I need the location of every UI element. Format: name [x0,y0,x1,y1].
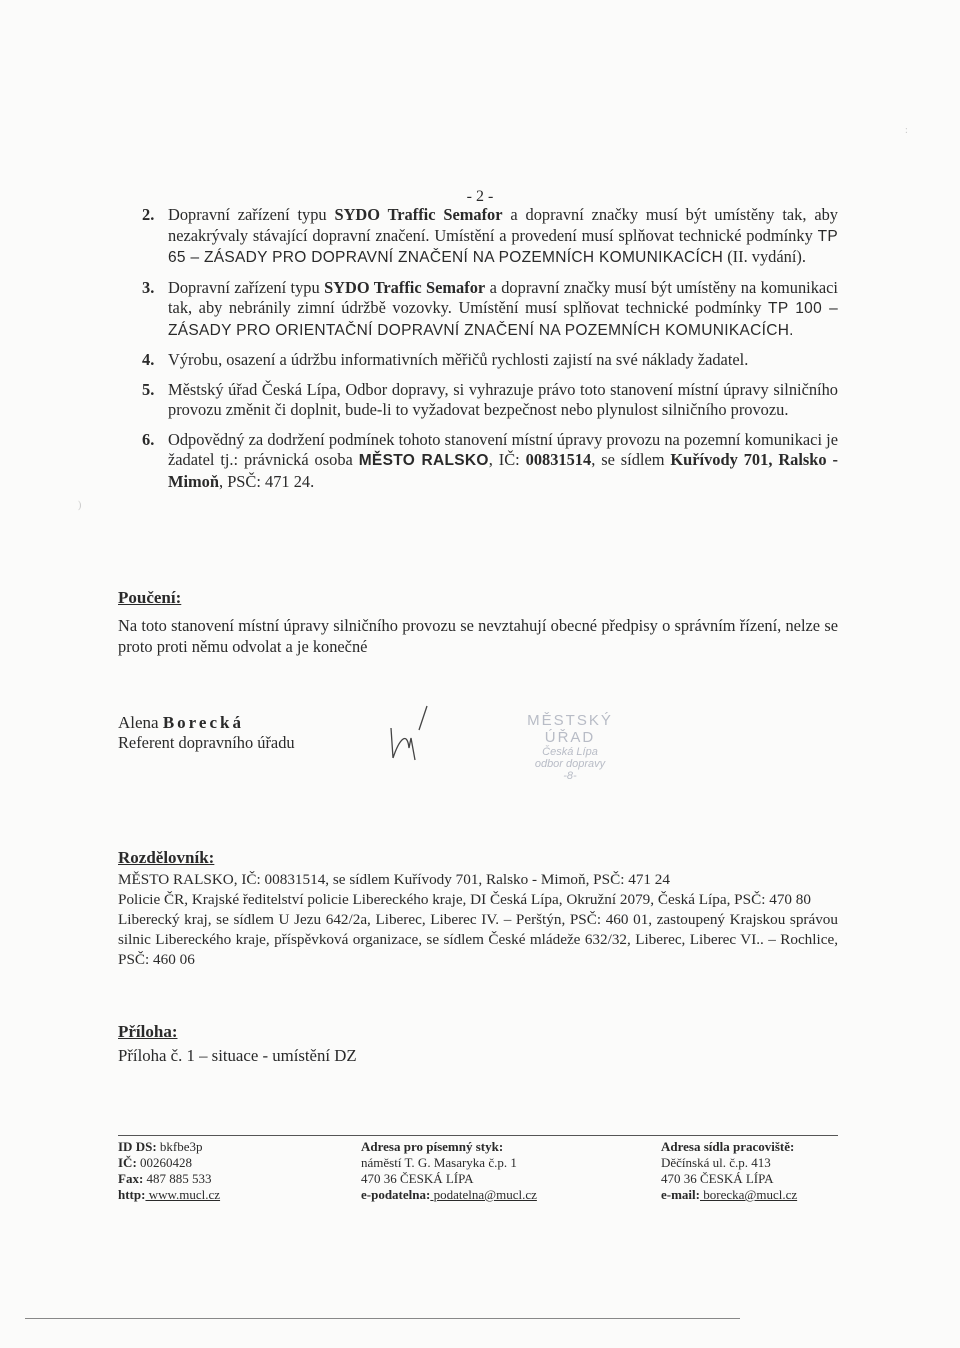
condition-number: 4. [142,350,155,369]
condition-text: TP 65 – ZÁSADY PRO DOPRAVNÍ ZNAČENÍ NA POZEMNÍCH KOMUNIKACÍCH [168,227,838,266]
stamp-line-2: Česká Lípa [542,746,598,758]
footer-label: e-podatelna: [361,1187,431,1202]
footer-label: Fax: [118,1171,144,1186]
footer-line [661,1155,797,1171]
condition-text: MĚSTO RALSKO [358,452,489,469]
footer-value: 00260428 [136,1155,193,1170]
scan-mark: : [905,125,908,136]
condition-number: 3. [142,277,155,297]
distribution-line: Liberecký kraj, se sídlem U Jezu 642/2a, Liberec, Liberec IV. – Perštýn, PSČ: 460 01, zastoupený Krajskou správou silnic Libereckého kraje, příspěvková organizace, se sídlem České mládeže 632/32, Liberec, Liberec VI.. – Rochlice, PSČ: 460 06 [118,911,838,968]
footer-value: náměstí T. G. Masaryka č.p. 1 [361,1155,517,1170]
footer-divider [118,1135,838,1136]
footer-value: 487 885 533 [143,1171,212,1186]
stamp-line-4: -8- [563,770,577,782]
condition-text: Kuřívody 701, Ralsko - Mimoň [168,450,839,491]
footer-value: Děčínská ul. č.p. 413 [661,1155,771,1170]
conditions-list [118,205,838,501]
condition-text: Dopravní zařízení typu [168,205,335,224]
condition-text: 00831514 [525,450,592,469]
rozdelovnik-heading: Rozdělovník: [118,848,215,867]
condition-text: (II. vydání). [723,247,806,266]
condition-item [118,380,838,421]
footer-value: 470 36 ČESKÁ LÍPA [661,1171,774,1186]
condition-text: TP 100 – ZÁSADY PRO ORIENTAČNÍ DOPRAVNÍ ZNAČENÍ NA POZEMNÍCH KOMUNIKACÍCH. [168,300,838,339]
signatory-title: Referent dopravního úřadu [118,733,295,752]
footer-label: e-mail: [661,1187,700,1202]
pouceni-text: Na toto stanovení místní úpravy silničního provozu se nevztahují obecné předpisy o správním řízení, nelze se proto proti němu odvolat a je konečné [118,616,838,656]
condition-item [118,430,838,493]
footer-line [661,1187,797,1203]
office-stamp [500,712,640,782]
distribution-line: MĚSTO RALSKO, IČ: 00831514, se sídlem Kuřívody 701, Ralsko - Mimoň, PSČ: 471 24 [118,871,670,888]
stamp-line-1: MĚSTSKÝ ÚŘAD [527,712,613,746]
footer-label: Adresa pro písemný styk: [361,1139,504,1154]
footer-line [361,1187,537,1203]
footer-line [361,1139,537,1155]
footer-contact-column [118,1139,220,1203]
footer-link[interactable]: podatelna@mucl.cz [430,1187,537,1202]
bottom-divider [25,1318,740,1319]
condition-item [118,350,838,371]
footer-line [118,1155,220,1171]
condition-text: , IČ: [488,450,526,469]
footer-postal-column [361,1139,537,1203]
footer-label: Adresa sídla pracoviště: [661,1139,795,1154]
footer-label: IČ: [118,1155,137,1170]
stamp-line-3: odbor dopravy [534,758,606,770]
condition-number: 2. [142,205,155,224]
condition-item [118,205,838,269]
footer-link[interactable]: borecka@mucl.cz [699,1187,798,1202]
footer-line [361,1171,537,1187]
footer-line [661,1171,797,1187]
pouceni-heading: Poučení: [118,588,182,607]
priloha-text: Příloha č. 1 – situace - umístění DZ [118,1046,357,1065]
condition-text: Městský úřad Česká Lípa, Odbor dopravy, si vyhrazuje právo toto stanovení místní úpravy silničního provozu změnit či doplnit, bude-li to vyžadovat bezpečnost nebo plynulost silničního provozu. [168,379,838,419]
condition-text: Dopravní zařízení typu [168,277,325,297]
condition-number: 6. [142,429,155,449]
condition-text: a dopravní značky musí být umístěny tak, aby nezakrývaly stávající dopravní značení. Umístění a provedení musí splňovat technické podmínky [168,205,838,245]
distribution-line: Policie ČR, Krajské ředitelství policie Libereckého kraje, DI Česká Lípa, Okružní 2079, Česká Lípa, PSČ: 470 80 [118,891,811,908]
handwritten-signature [385,700,435,765]
condition-number: 5. [142,379,155,399]
condition-text: a dopravní značky musí být umístěny na komunikaci tak, aby nebránily zimní údržbě vozovky. Umístění musí splňovat technické podmínky [168,277,838,317]
footer-office-column [661,1139,797,1203]
condition-text: Výrobu, osazení a údržbu informativních měřičů rychlosti zajistí na své náklady žadatel. [168,350,749,369]
footer-line [361,1155,537,1171]
footer-line [118,1187,220,1203]
footer-line [661,1139,797,1155]
condition-item [118,278,838,342]
priloha-heading: Příloha: [118,1022,178,1041]
distribution-list [118,870,838,970]
footer-label: ID DS: [118,1139,157,1154]
condition-text: , PSČ: 471 24. [219,471,315,491]
footer-label: http: [118,1187,146,1202]
condition-text: , se sídlem [591,450,671,469]
scan-mark: ) [78,500,82,511]
signatory-name [118,713,244,733]
condition-text: SYDO Traffic Semafor [324,277,486,297]
signatory-first-name: Alena [118,713,159,732]
condition-text: SYDO Traffic Semafor [334,205,503,224]
footer-link[interactable]: www.mucl.cz [145,1187,221,1202]
footer-line [118,1171,220,1187]
condition-text: Odpovědný za dodržení podmínek tohoto stanovení místní úpravy provozu na pozemní komunikaci je žadatel tj.: právnická osoba [168,429,838,469]
signatory-surname: Borecká [162,713,244,732]
footer-value: bkfbe3p [156,1139,203,1154]
footer-line [118,1139,220,1155]
page-number: - 2 - [466,188,494,205]
footer-value: 470 36 ČESKÁ LÍPA [361,1171,474,1186]
